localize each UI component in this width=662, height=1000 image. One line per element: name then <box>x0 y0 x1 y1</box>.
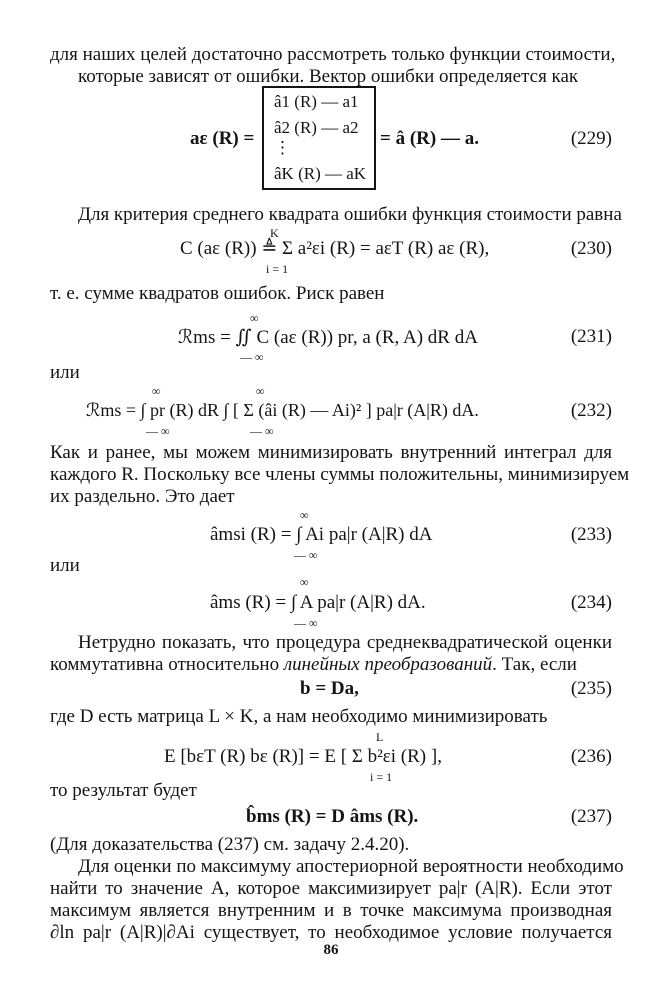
equation-237: b̂ms (R) = D âms (R). <box>246 806 419 827</box>
sum-upper-limit: K <box>270 226 279 240</box>
text-line: где D есть матрица L × K, а нам необходимо минимизировать <box>50 706 548 727</box>
equation-number: (233) <box>570 524 612 545</box>
equation-230: C (aε (R)) ≜ Σ a²εi (R) = aεT (R) aε (R), <box>180 238 490 259</box>
equation-number: (235) <box>570 678 612 699</box>
sum-lower-limit: i = 1 <box>266 262 289 276</box>
text-line: Как и ранее, мы можем минимизировать внутренний интеграл для <box>50 442 612 463</box>
integral-upper-limit: ∞ <box>300 575 309 589</box>
text-line: найти то значение A, которое максимизирует pa|r (A|R). Если этот <box>50 878 612 899</box>
text-line: Для оценки по максимуму апостериорной вероятности необходимо <box>78 856 624 877</box>
text-line <box>50 654 612 676</box>
text-line: которые зависят от ошибки. Вектор ошибки определяется как <box>78 66 579 87</box>
equation-234: âms (R) = ∫ A pa|r (A|R) dA. <box>210 592 426 613</box>
text-line: максимум является внутренним и в точке максимума производная <box>50 900 612 921</box>
text-line: или <box>50 555 80 576</box>
text-line: их раздельно. Это дает <box>50 486 235 507</box>
text-line: т. е. сумме квадратов ошибок. Риск равен <box>50 283 385 304</box>
integral-lower-limit: — ∞ <box>294 616 318 630</box>
sum-lower-limit: i = 1 <box>370 770 393 784</box>
equation-232: ℛms = ∫ pr (R) dR ∫ [ Σ (âi (R) — Ai)² ] pa|r (A|R) dA. <box>86 400 479 420</box>
text-line: ∂ln pa|r (A|R)|∂Ai существует, то необходимое условие получается <box>50 922 612 943</box>
equation-229-lhs: aε (R) = <box>190 128 255 149</box>
text-line: для наших целей достаточно рассмотреть только функции стоимости, <box>50 44 616 65</box>
text-line: (Для доказательства (237) см. задачу 2.4.20). <box>50 834 410 855</box>
equation-number: (237) <box>570 806 612 827</box>
equation-number: (236) <box>570 746 612 767</box>
page-number: 86 <box>323 942 339 958</box>
text-line: каждого R. Поскольку все члены суммы положительны, минимизируем <box>50 464 630 485</box>
sum-upper-limit: L <box>376 730 384 744</box>
integral-upper-limit: ∞ <box>250 311 259 325</box>
equation-number: (229) <box>570 128 612 149</box>
equation-236: E [bεT (R) bε (R)] = E [ Σ b²εi (R) ], <box>164 746 442 767</box>
matrix-row: â2 (R) — a2 <box>274 118 359 137</box>
integral-lower-limit: — ∞ <box>250 424 274 438</box>
text-line: или <box>50 362 80 383</box>
error-vector-matrix <box>262 86 376 190</box>
matrix-row: â1 (R) — a1 <box>274 92 359 111</box>
equation-number: (230) <box>570 238 612 259</box>
equation-number: (231) <box>570 326 612 347</box>
text-line: Нетрудно показать, что процедура среднеквадратической оценки <box>78 632 612 653</box>
emphasis-text: линейных преобразований <box>283 654 493 675</box>
equation-233: âmsi (R) = ∫ Ai pa|r (A|R) dA <box>210 524 433 545</box>
equation-231: ℛms = ∬ C (aε (R)) pr, a (R, A) dR dA <box>178 327 478 348</box>
text-span: коммутативна относительно <box>50 654 280 675</box>
text-line: Для критерия среднего квадрата ошибки функция стоимости равна <box>78 204 622 225</box>
text-span: . Так, если <box>492 654 577 675</box>
integral-lower-limit: — ∞ <box>240 350 264 364</box>
integral-upper-limit: ∞ <box>152 384 161 398</box>
equation-235: b = Da, <box>300 678 359 699</box>
integral-lower-limit: — ∞ <box>294 548 318 562</box>
matrix-row: âK (R) — aK <box>274 164 367 183</box>
equation-number: (234) <box>570 592 612 613</box>
equation-229-rhs: = â (R) — a. <box>380 128 479 149</box>
equation-number: (232) <box>570 400 612 421</box>
text-line: то результат будет <box>50 780 197 801</box>
integral-upper-limit: ∞ <box>256 384 265 398</box>
integral-upper-limit: ∞ <box>300 508 309 522</box>
integral-lower-limit: — ∞ <box>146 424 170 438</box>
matrix-row: ⋮ <box>274 138 291 157</box>
